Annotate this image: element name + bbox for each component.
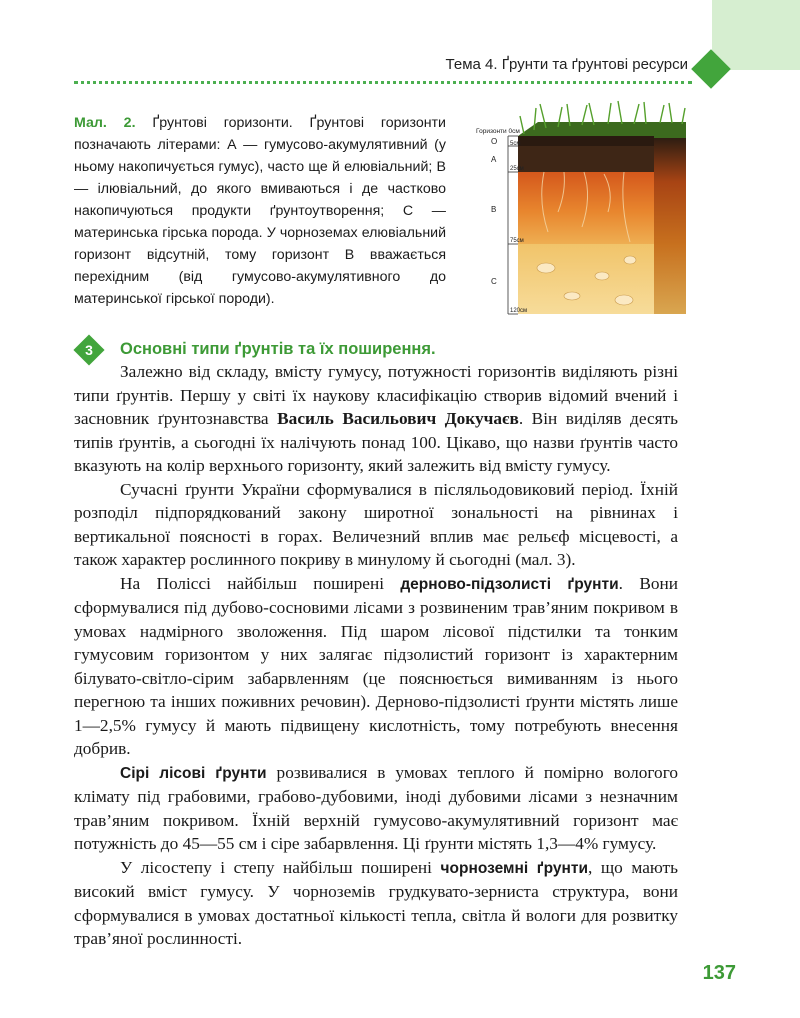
- horizon-o-layer: [518, 136, 654, 146]
- horizon-label-c: С: [491, 277, 497, 286]
- depth-label-75: 75см: [510, 238, 524, 244]
- paragraph-5: У лісостепу і степу найбільш поширені чорноземні ґрунти, що мають високий вміст гумусу. У чорноземів грудкувато-зерниста структура, вони сформувалися в умовах достатньої кількості тепла, світла й вологи для розвитку трав’яної рослинності.: [74, 857, 678, 948]
- soil-profile-illustration: [474, 100, 706, 322]
- figure-label: Мал. 2.: [74, 115, 136, 131]
- horizon-a-layer: [518, 146, 654, 172]
- horizon-label-a: А: [491, 155, 497, 164]
- depth-label-5: 5см: [510, 141, 521, 147]
- paragraph-4: Сірі лісові ґрунти розвивалися в умовах теплого й помірно вологого клімату під грабовими, грабово-дубовими, іноді дубовими лісами з незначним трав’яним покривом. Їхній верхній гумусово-акумулятивний горизонт має потужність до 45—55 см і сіре забарвлення. Ці ґрунти містять 1,3—4% гумусу.: [74, 762, 678, 853]
- body-text: [74, 360, 678, 951]
- depth-label-120: 120см: [510, 308, 528, 314]
- horizon-b-layer: [518, 172, 654, 244]
- horizon-label-o: О: [491, 137, 498, 146]
- paragraph-2: Сучасні ґрунти України сформувалися в післяльодовиковий період. Їхній розподіл підпорядкований закону широтної зональності на рівнинах і вертикальної поясності в горах. Величезний вплив має рельєф місцевості, а також характер рослинного покриву в минулому й сьогодні (мал. 3).: [74, 479, 678, 569]
- turf-layer: [518, 122, 686, 138]
- depth-label-25: 25см: [510, 166, 524, 172]
- figure-caption-text: Ґрунтові горизонти. Ґрунтові горизонти позначають літерами: А — гумусово-акумулятивний (у ньому накопичується гумус), часто ще й елювіальний; В — ілювіальний, до якого вмиваються і де частково накопичуються продукти ґрунтоутворення; С — материнська гірська порода. У чорноземах елювіальний горизонт відсутній, тому горизонт В вважається перехідним (від гумусово-акумулятивного до материнської гірської породи).: [74, 115, 446, 307]
- paragraph-3: На Поліссі найбільш поширені дерново-підзолисті ґрунти. Вони сформувалися під дубово-сосновими лісами з розвиненим трав’яним покривом в умовах надмірного зволоження. Під шаром лісової підстилки та тонким гумусовим горизонтом у них залягає підзолистий горизонт із характерним білувато-світло-сірим забарвленням (це пояснюється вимиванням із нього перегною та інших поживних речовин). Дерново-підзолисті ґрунти містять лише 1—2,5% гумусу й мають підвищену кислотність, тому потребують внесення добрив.: [74, 573, 678, 758]
- term-dokuchaiev: Василь Васильович Докучаєв: [277, 409, 519, 428]
- paragraph-1: Залежно від складу, вмісту гумусу, потужності горизонтів виділяють різні типи ґрунтів. Першу у світі їх наукову класифікацію створив відомий вчений і засновник ґрунтознавства Василь Васильович Докучаєв. Він виділяв десять типів ґрунтів, а сьогодні їх налічують понад 100. Цікаво, що назви ґрунтів часто вказують на колір верхнього горизонту, який залежить від вмісту гумусу.: [74, 362, 678, 475]
- section-number: 3: [85, 342, 93, 358]
- term-sod-podzolic: дерново-підзолисті ґрунти: [400, 575, 619, 593]
- corner-tab: [712, 0, 800, 70]
- term-chernozem: чорноземні ґрунти: [440, 859, 588, 877]
- term-grey-forest: Сірі лісові ґрунти: [120, 764, 267, 782]
- header-divider: [74, 81, 692, 84]
- page-number: 137: [702, 962, 736, 984]
- soil-side-face: [652, 138, 686, 314]
- horizon-c-layer: [518, 244, 654, 314]
- running-header: Тема 4. Ґрунти та ґрунтові ресурси: [445, 56, 688, 73]
- horizon-label-b: В: [491, 205, 497, 214]
- figure-caption: [74, 112, 446, 310]
- section-title: Основні типи ґрунтів та їх поширення.: [120, 340, 436, 358]
- scale-title: Горизонти 0см: [476, 128, 520, 135]
